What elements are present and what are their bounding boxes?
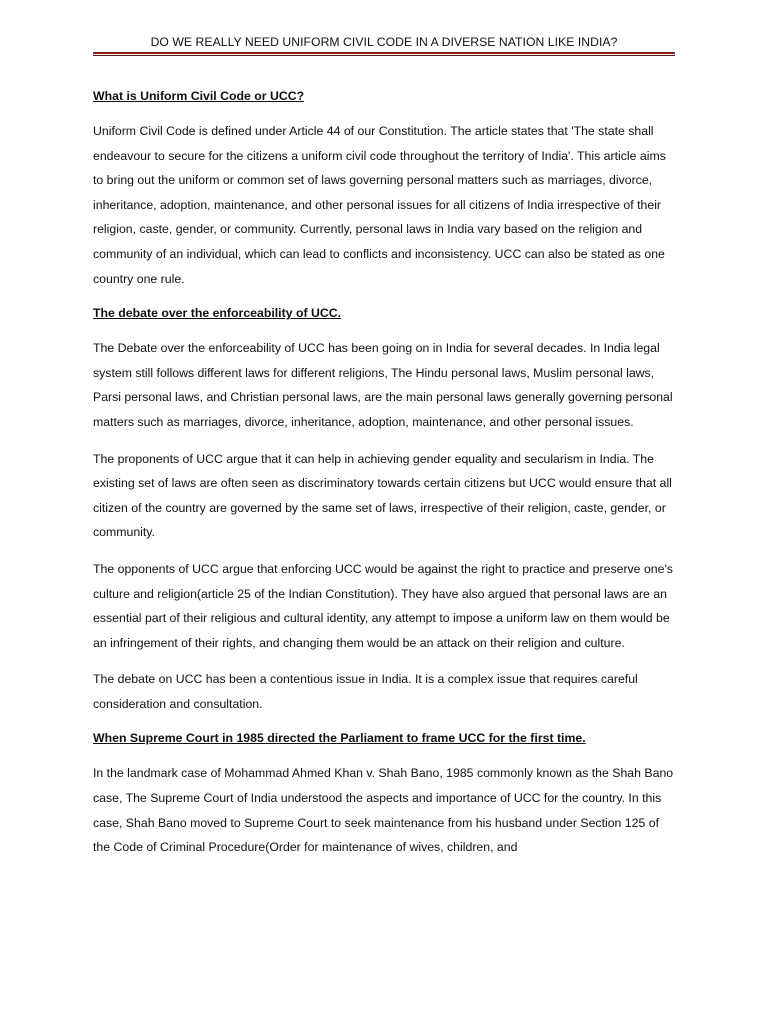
paragraph-opponents: The opponents of UCC argue that enforcing UCC would be against the right to practice and preserve one's culture and religion(article 25 of the Indian Constitution). They have also argued that personal laws are an essential part of their religious and cultural identity, any attempt to impose a uniform law on them would be an infringement of their rights, and changing them would be an attack on their religion and culture.: [93, 561, 673, 650]
paragraph-shah-bano-case: In the landmark case of Mohammad Ahmed Khan v. Shah Bano, 1985 commonly known as the Shah Bano case, The Supreme Court of India understood the aspects and importance of UCC for the country. In this case, Shah Bano moved to Supreme Court to seek maintenance from his husband under Section 125 of the Code of Criminal Procedure(Order for maintenance of wives, children, and: [93, 766, 674, 855]
page-header: [93, 35, 675, 56]
paragraph-ucc-definition: Uniform Civil Code is defined under Article 44 of our Constitution. The article states that 'The state shall endeavour to secure for the citizens a uniform civil code throughout the territory of India'. This article aims to bring out the uniform or common set of laws governing personal matters such as marriages, divorce, inheritance, adoption, maintenance, and other personal issues for all citizens of India irrespective of their religion, caste, gender, or community. Currently, personal laws in India vary based on the religion and community of an individual, which can lead to conflicts and inconsistency. UCC can also be stated as one country one rule.: [93, 124, 666, 286]
section-heading-what-is-ucc: What is Uniform Civil Code or UCC?: [93, 89, 305, 103]
document-body: [93, 86, 675, 860]
paragraph-proponents: The proponents of UCC argue that it can help in achieving gender equality and secularism in India. The existing set of laws are often seen as discriminatory towards certain citizens but UCC would ensure that all citizen of the country are governed by the same set of laws, irrespective of their religion, caste, gender, or community.: [93, 451, 672, 540]
paragraph-debate-overview: The Debate over the enforceability of UCC has been going on in India for several decades. In India legal system still follows different laws for different religions, The Hindu personal laws, Muslim personal laws, Parsi personal laws, and Christian personal laws, are the main personal laws generally governing personal matters such as marriages, divorce, inheritance, adoption, maintenance, and other personal issues.: [93, 341, 673, 429]
document-title: DO WE REALLY NEED UNIFORM CIVIL CODE IN A DIVERSE NATION LIKE INDIA?: [150, 35, 618, 49]
header-rule-secondary: [93, 55, 675, 56]
section-heading-enforceability-debate: The debate over the enforceability of UCC.: [93, 306, 342, 321]
section-heading-supreme-court-1985: When Supreme Court in 1985 directed the Parliament to frame UCC for the first time.: [93, 731, 586, 746]
paragraph-debate-conclusion: The debate on UCC has been a contentious issue in India. It is a complex issue that requires careful consideration and consultation.: [93, 672, 638, 711]
